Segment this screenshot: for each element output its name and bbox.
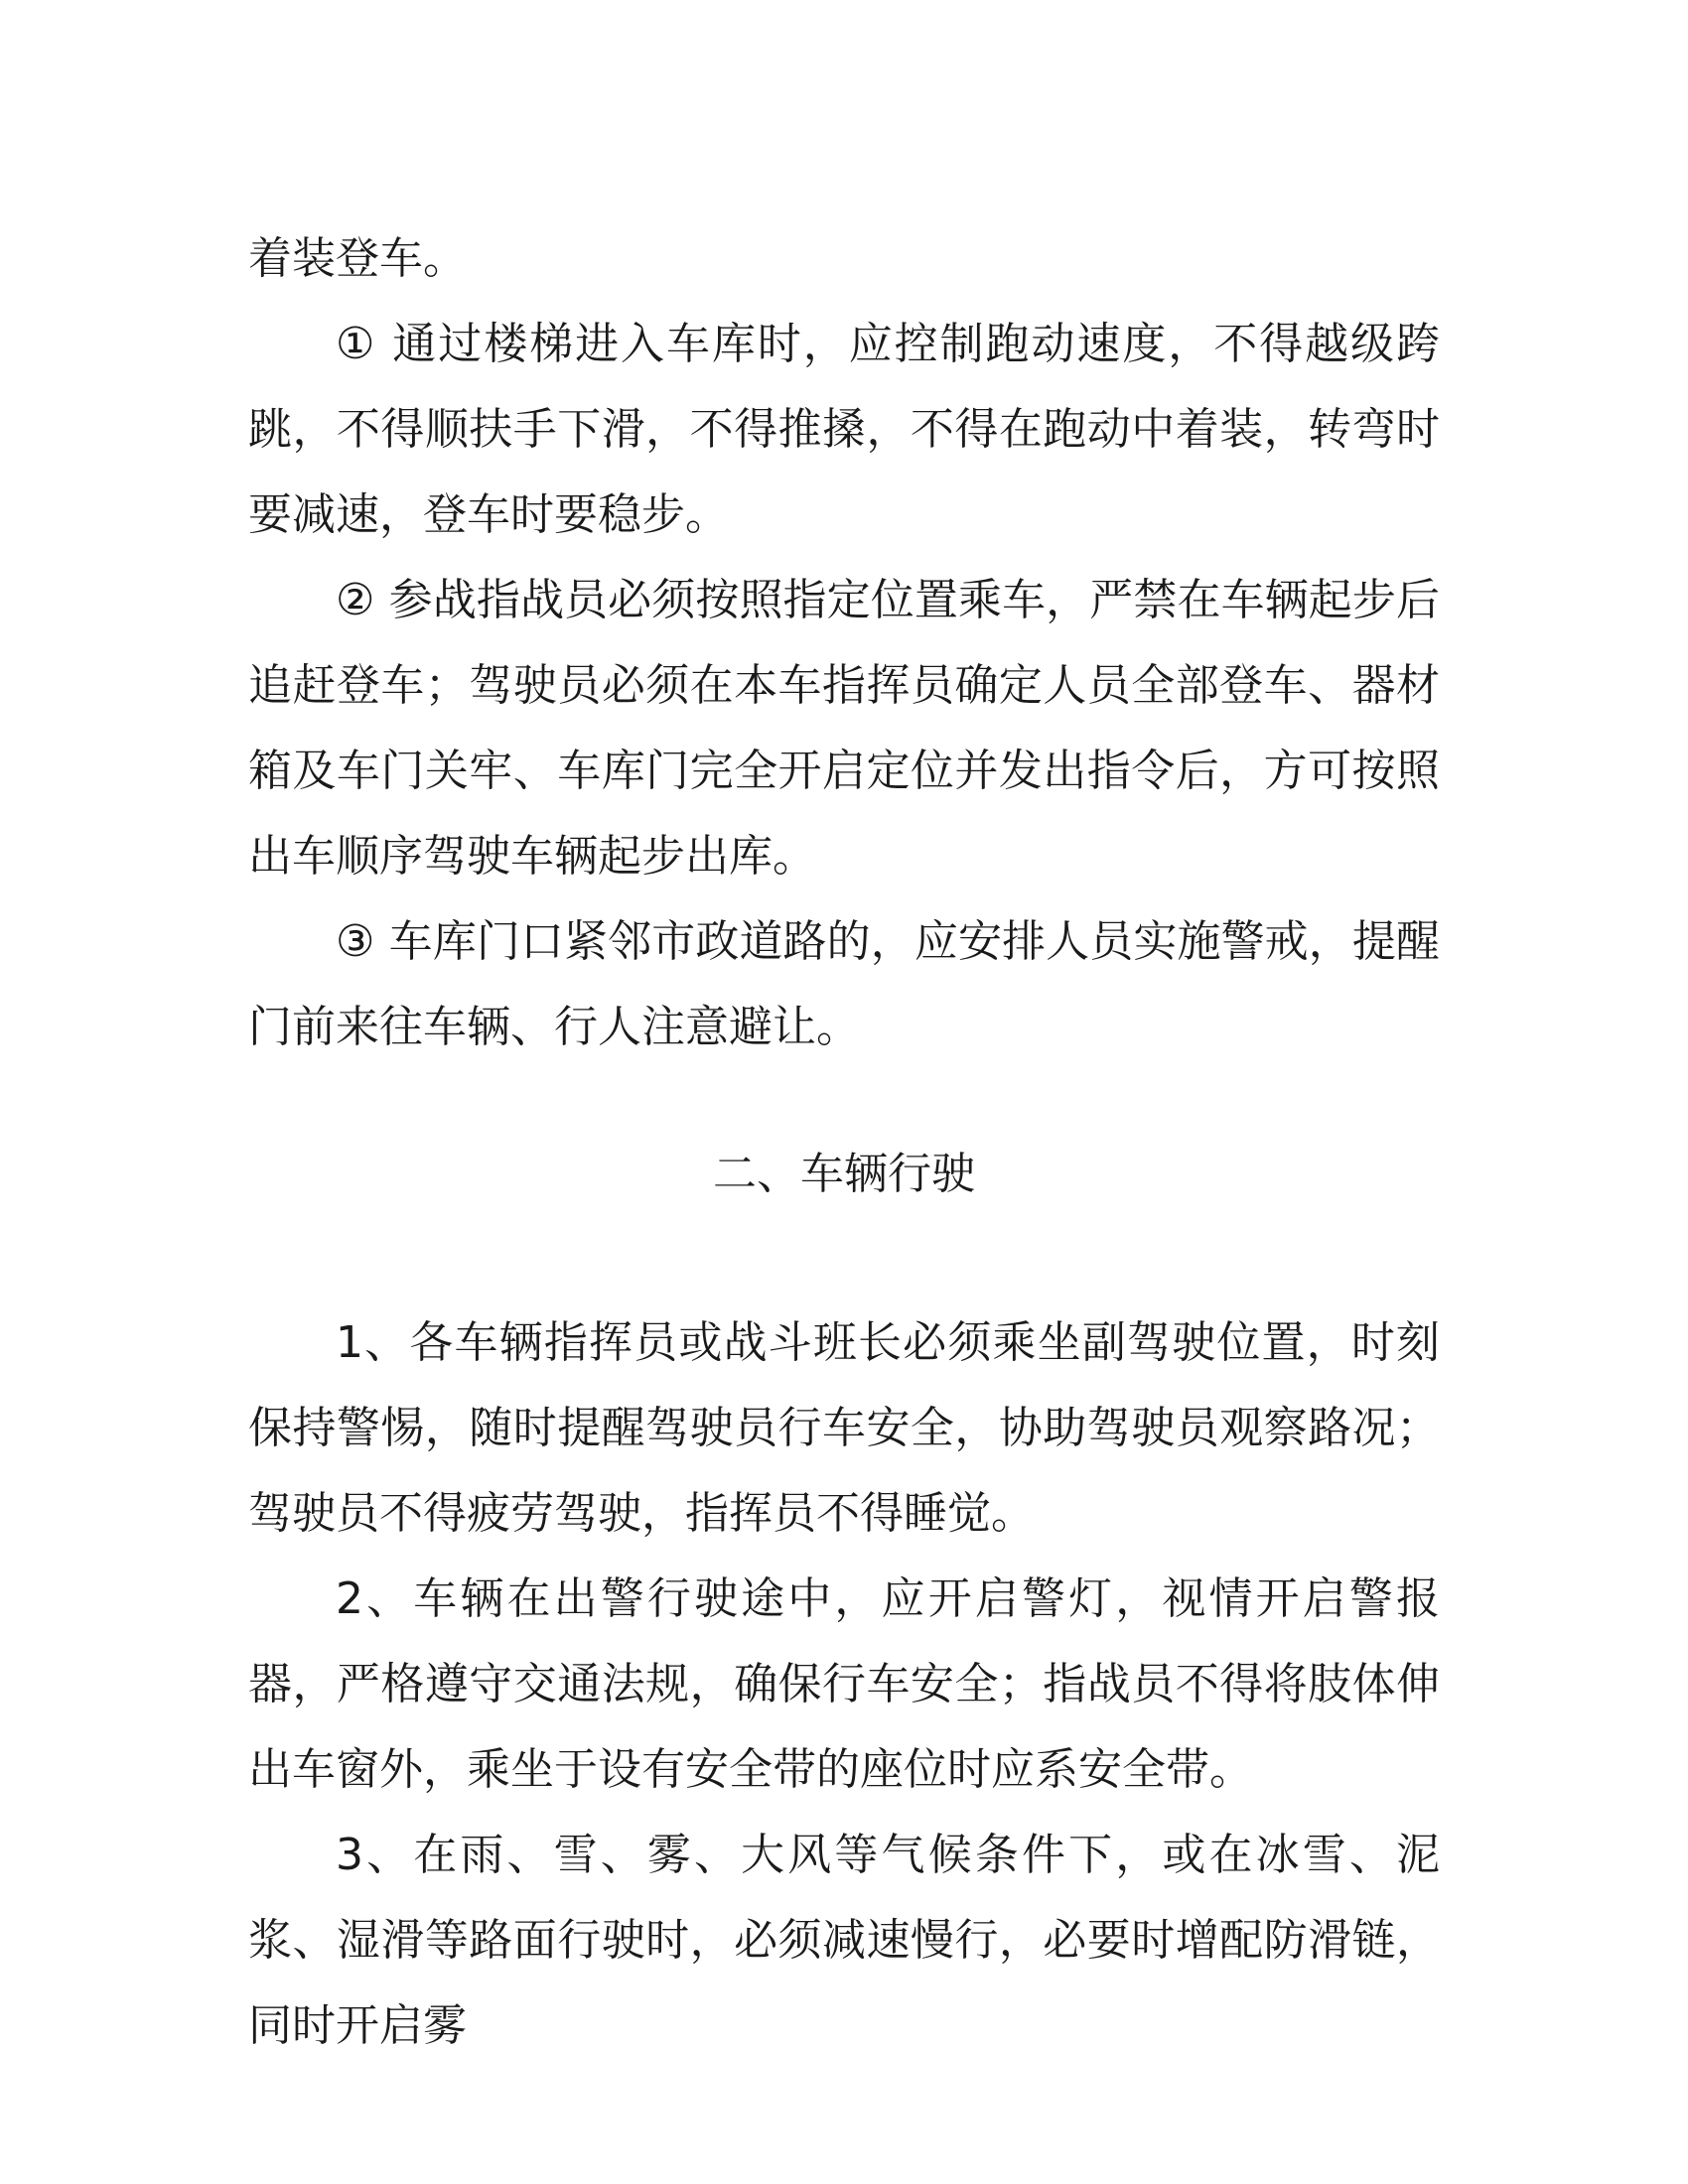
rule-2-paragraph: 2、车辆在出警行驶途中，应开启警灯，视情开启警报器，严格遵守交通法规，确保行车安全；指战员不得将肢体伸出车窗外，乘坐于设有安全带的座位时应系安全带。 xyxy=(248,1573,1440,1795)
continuation-paragraph: 着装登车。 xyxy=(248,233,467,284)
item-2-paragraph: ② 参战指战员必须按照指定位置乘车，严禁在车辆起步后追赶登车；驾驶员必须在本车指挥员确定人员全部登车、器材箱及车门关牢、车库门完全开启定位并发出指令后，方可按照出车顺序驾驶车辆起步出库。 xyxy=(248,575,1440,882)
section-2-body xyxy=(248,1300,1440,2069)
item-1-paragraph: ① 通过楼梯进入车库时，应控制跑动速度，不得越级跨跳，不得顺扶手下滑，不得推搡，不得在跑动中着装，转弯时要减速，登车时要稳步。 xyxy=(248,319,1440,540)
item-3-paragraph: ③ 车库门口紧邻市政道路的，应安排人员实施警戒，提醒门前来往车辆、行人注意避让。 xyxy=(248,916,1440,1052)
rule-3-paragraph: 3、在雨、雪、雾、大风等气候条件下，或在冰雪、泥浆、湿滑等路面行驶时，必须减速慢行，必要时增配防滑链，同时开启雾 xyxy=(248,1830,1440,2051)
section-heading: 二、车辆行驶 xyxy=(713,1149,975,1199)
section-1-body xyxy=(248,216,1440,1070)
rule-1-paragraph: 1、各车辆指挥员或战斗班长必须乘坐副驾驶位置，时刻保持警惕，随时提醒驾驶员行车安全，协助驾驶员观察路况；驾驶员不得疲劳驾驶，指挥员不得睡觉。 xyxy=(248,1317,1440,1539)
